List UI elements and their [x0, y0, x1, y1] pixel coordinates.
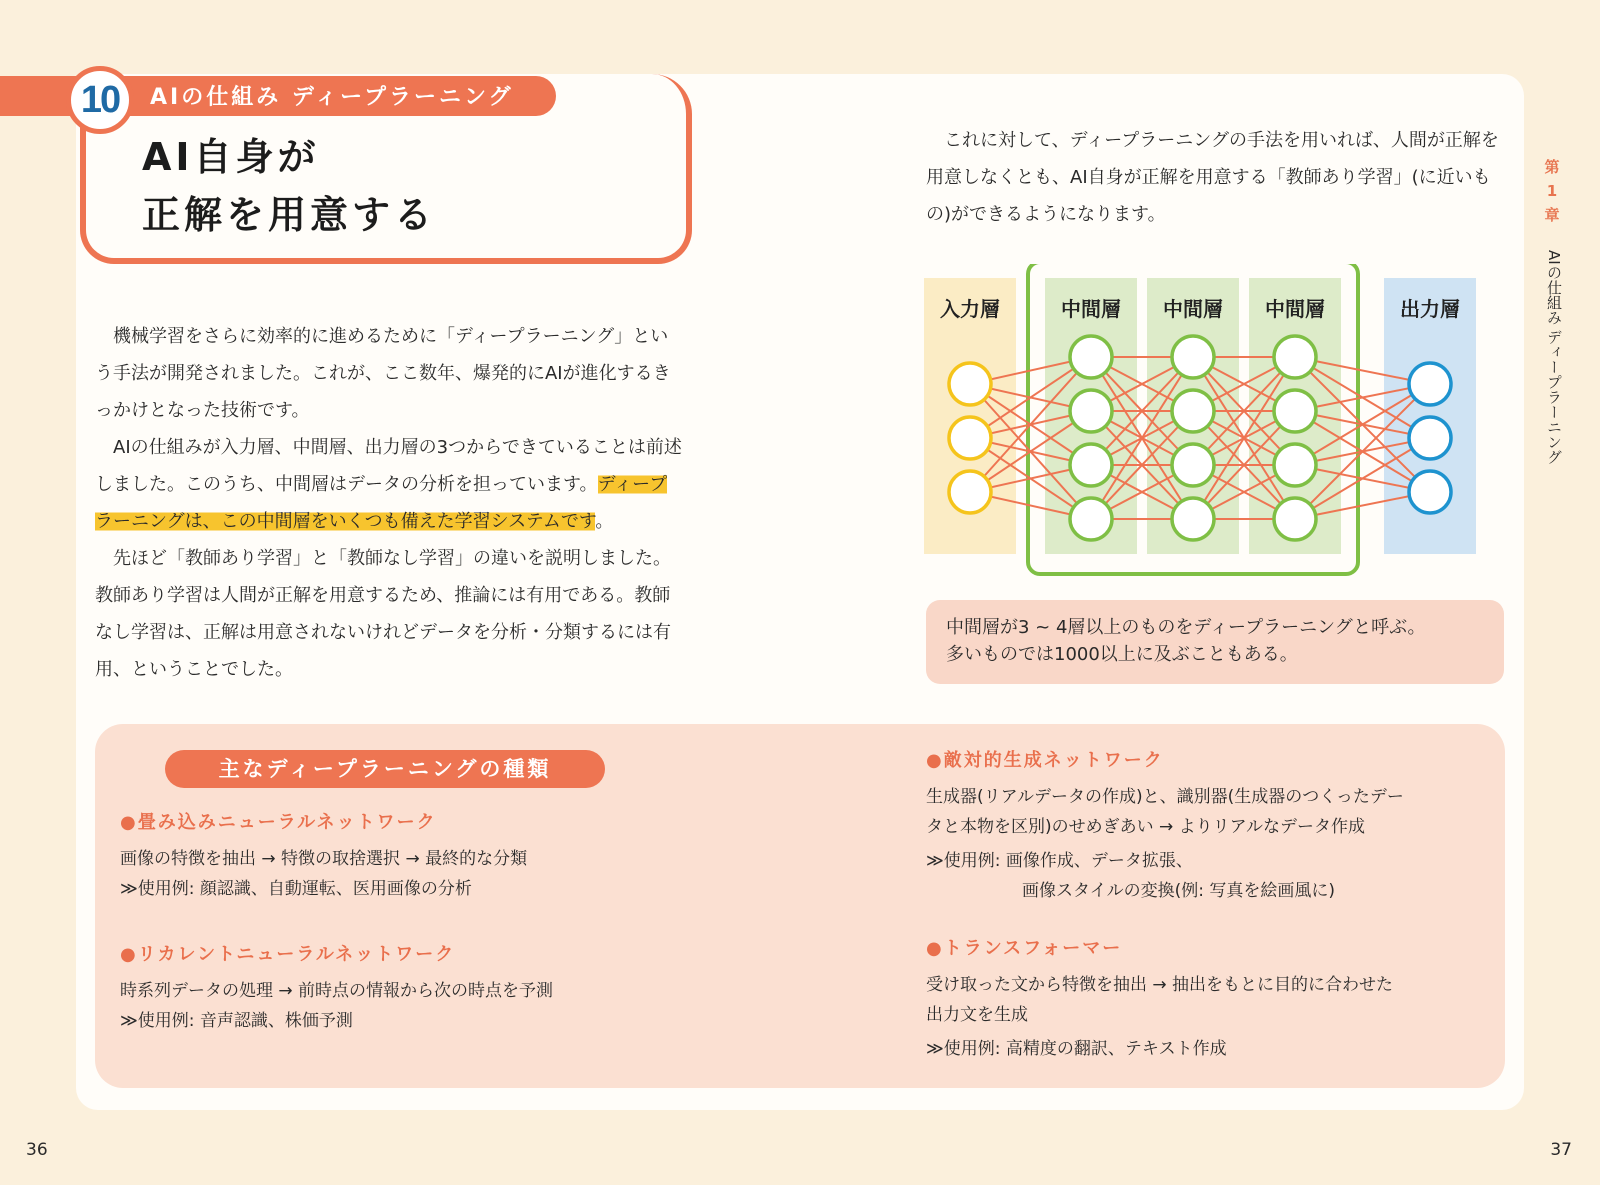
output-node [1409, 417, 1451, 459]
output-node [1409, 363, 1451, 405]
type-gan-example-2: 画像スタイルの変換(例: 写真を絵画風に) [1022, 881, 1336, 901]
type-cnn-example: ≫使用例: 顔認識、自動運転、医用画像の分析 [120, 879, 472, 899]
page-title [142, 128, 436, 244]
middle-1-node [1070, 336, 1112, 378]
neural-network-diagram [924, 264, 1514, 594]
middle-3-node [1274, 336, 1316, 378]
type-transformer-name: ●トランスフォーマー [926, 938, 1123, 959]
input-node [949, 471, 991, 513]
left-body-text [95, 318, 685, 688]
paragraph-2 [95, 429, 685, 540]
middle-2-node [1172, 390, 1214, 432]
middle-3-node [1274, 444, 1316, 486]
paragraph-1: 機械学習をさらに効率的に進めるために「ディープラーニング」という手法が開発されました。これが、ここ数年、爆発的にAIが進化するきっかけとなった技術です。 [95, 326, 671, 421]
type-rnn-example: ≫使用例: 音声認識、株価予測 [120, 1011, 353, 1031]
paragraph-3: 先ほど「教師あり学習」と「教師なし学習」の違いを説明しました。教師あり学習は人間が正解を用意するため、推論には有用である。教師なし学習は、正解は用意されないけれどデータを分析・分類するには有用、ということでした。 [95, 548, 671, 680]
output-node [1409, 471, 1451, 513]
input-node [949, 363, 991, 405]
types-heading: 主なディープラーニングの種類 [165, 750, 605, 788]
middle-2-node [1172, 498, 1214, 540]
page-number-left: 36 [26, 1140, 48, 1160]
type-gan-desc-2: タと本物を区別)のせめぎあい → よりリアルなデータ作成 [926, 817, 1366, 837]
highlighted-sentence: ディープラーニングは、この中間層をいくつも備えた学習システムです [95, 474, 668, 532]
type-gan-desc-1: 生成器(リアルデータの作成)と、識別器(生成器のつくったデー [926, 787, 1404, 807]
type-rnn-desc: 時系列データの処理 → 前時点の情報から次の時点を予測 [120, 981, 554, 1001]
section-label: AIの仕組み ディープラーニング [150, 85, 514, 110]
page-number-right: 37 [1550, 1140, 1572, 1160]
input-node [949, 417, 991, 459]
middle-layer-label-3: 中間層 [1265, 297, 1325, 321]
type-rnn [120, 940, 553, 1036]
middle-1-node [1070, 498, 1112, 540]
type-cnn-desc: 画像の特徴を抽出 → 特徴の取捨選択 → 最終的な分類 [120, 849, 528, 869]
type-transformer [926, 934, 1393, 1064]
type-transformer-desc-2: 出力文を生成 [926, 1005, 1028, 1025]
title-line-2: 正解を用意する [142, 193, 437, 237]
middle-layer-label-1: 中間層 [1061, 297, 1121, 321]
type-gan [926, 746, 1404, 906]
right-body-text: これに対して、ディープラーニングの手法を用いれば、人間が正解を用意しなくとも、AI自身が正解を用意する「教師あり学習」(に近いもの)ができるようになります。 [926, 130, 1499, 225]
middle-1-node [1070, 390, 1112, 432]
section-number: 10 [66, 66, 134, 134]
type-transformer-example: ≫使用例: 高精度の翻訳、テキスト作成 [926, 1039, 1227, 1059]
middle-2-node [1172, 444, 1214, 486]
type-transformer-desc-1: 受け取った文から特徴を抽出 → 抽出をもとに目的に合わせた [926, 975, 1394, 995]
type-cnn [120, 808, 527, 904]
title-line-1: AI自身が [142, 135, 320, 179]
output-layer-label: 出力層 [1400, 297, 1460, 321]
middle-3-node [1274, 390, 1316, 432]
diagram-caption [926, 600, 1504, 684]
input-layer-label: 入力層 [940, 297, 1000, 321]
caption-line-1: 中間層が3 ~ 4層以上のものをディープラーニングと呼ぶ。 [946, 617, 1426, 638]
middle-2-node [1172, 336, 1214, 378]
type-cnn-name: ●畳み込みニューラルネットワーク [120, 812, 437, 833]
middle-1-node [1070, 444, 1112, 486]
type-gan-name: ●敵対的生成ネットワーク [926, 750, 1164, 771]
chapter-tab: 第1章 [1544, 158, 1560, 224]
paragraph-2-plain: AIの仕組みが入力層、中間層、出力層の3つからできていることは前述しました。このうち、中間層はデータの分析を担っています。 [95, 437, 682, 495]
paragraph-2-end: 。 [595, 511, 614, 532]
middle-layer-label-2: 中間層 [1163, 297, 1223, 321]
chapter-title-vertical: AIの仕組み ディープラーニング [1545, 250, 1563, 465]
middle-3-node [1274, 498, 1316, 540]
type-rnn-name: ●リカレントニューラルネットワーク [120, 944, 456, 965]
caption-line-2: 多いものでは1000以上に及ぶこともある。 [946, 644, 1298, 665]
type-gan-example-1: ≫使用例: 画像作成、データ拡張、 [926, 851, 1193, 871]
